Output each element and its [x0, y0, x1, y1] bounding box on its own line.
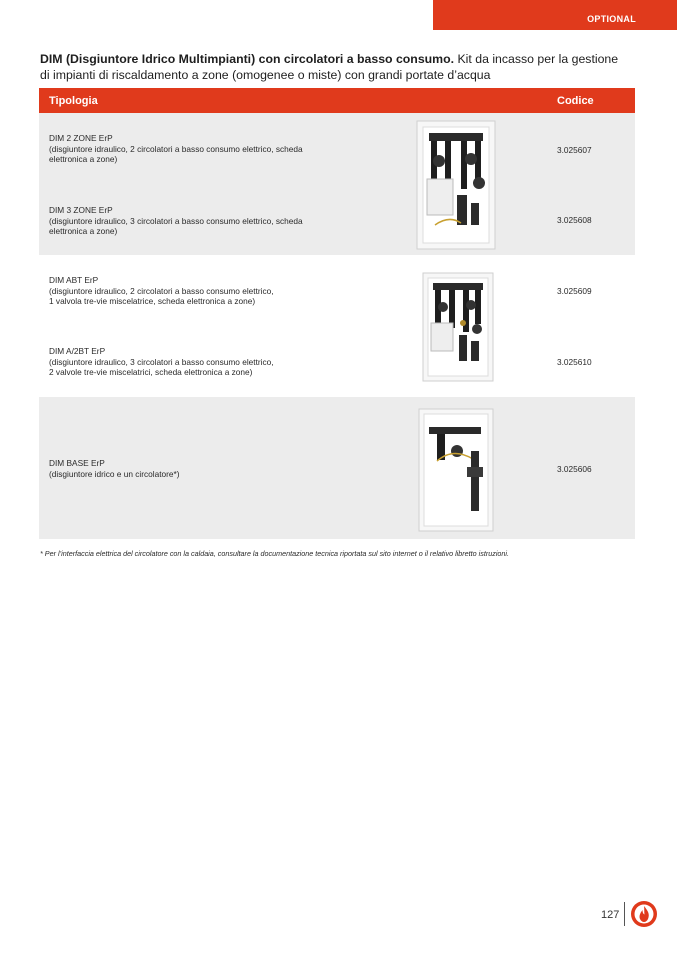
product-code: 3.025607: [557, 145, 592, 155]
header-tipologia: Tipologia: [49, 95, 98, 107]
product-desc: elettronica a zone): [49, 226, 118, 236]
product-name: DIM 3 ZONE ErP: [49, 205, 113, 215]
product-group-mixed: [39, 255, 635, 397]
product-desc: (disgiuntore idraulico, 2 circolatori a basso consumo elettrico,: [49, 285, 274, 296]
section-tab-label: OPTIONAL: [587, 14, 636, 24]
product-desc: (disgiuntore idraulico, 2 circolatori a basso consumo elettrico, scheda: [49, 143, 303, 154]
product-name: DIM ABT ErP: [49, 275, 99, 285]
dim-base-product-photo: [417, 407, 495, 533]
table-row: [49, 346, 349, 378]
intro-text: Kit da incasso per la gestione di impianti di riscaldamento a zone (omogenee o miste) con grandi portate d’acqua: [40, 52, 619, 82]
product-name: DIM BASE ErP: [49, 458, 105, 468]
section-tab: [433, 0, 677, 30]
product-code: 3.025608: [557, 215, 592, 225]
table-header: [39, 88, 635, 113]
footnote: * Per l’interfaccia elettrica del circolatore con la caldaia, consultare la documentazione tecnica riportata sul sito internet o il relativo libretto istruzioni.: [40, 549, 510, 558]
product-desc: (disgiuntore idraulico, 3 circolatori a basso consumo elettrico,: [49, 356, 274, 367]
product-code: 3.025610: [557, 357, 592, 367]
divider: [624, 902, 625, 926]
product-group-zone: [39, 113, 635, 255]
intro-title: DIM (Disgiuntore Idrico Multimpianti) con circolatori a basso consumo.: [40, 52, 455, 66]
product-code: 3.025606: [557, 464, 592, 474]
product-code: 3.025609: [557, 286, 592, 296]
product-group-base: [39, 397, 635, 539]
flame-logo-icon: [630, 900, 658, 928]
header-codice: Codice: [557, 95, 594, 107]
product-desc: (disgiuntore idraulico, 3 circolatori a basso consumo elettrico, scheda: [49, 215, 303, 226]
dim-mixed-product-photo: [421, 271, 495, 383]
product-desc: (disgiuntore idrico e un circolatore*): [49, 468, 180, 479]
dim-zone-product-photo: [415, 119, 497, 251]
product-name: DIM A/2BT ErP: [49, 346, 106, 356]
product-desc: elettronica a zone): [49, 154, 118, 164]
table-row: [49, 205, 349, 237]
table-row: [49, 133, 349, 165]
table-row: [49, 458, 349, 479]
product-desc: 2 valvole tre-vie miscelatrici, scheda elettronica a zone): [49, 367, 253, 377]
product-name: DIM 2 ZONE ErP: [49, 133, 113, 143]
page-number: 127: [601, 909, 620, 921]
product-desc: 1 valvola tre-vie miscelatrice, scheda elettronica a zone): [49, 296, 256, 306]
table-row: [49, 275, 349, 307]
intro-paragraph: [40, 51, 630, 83]
